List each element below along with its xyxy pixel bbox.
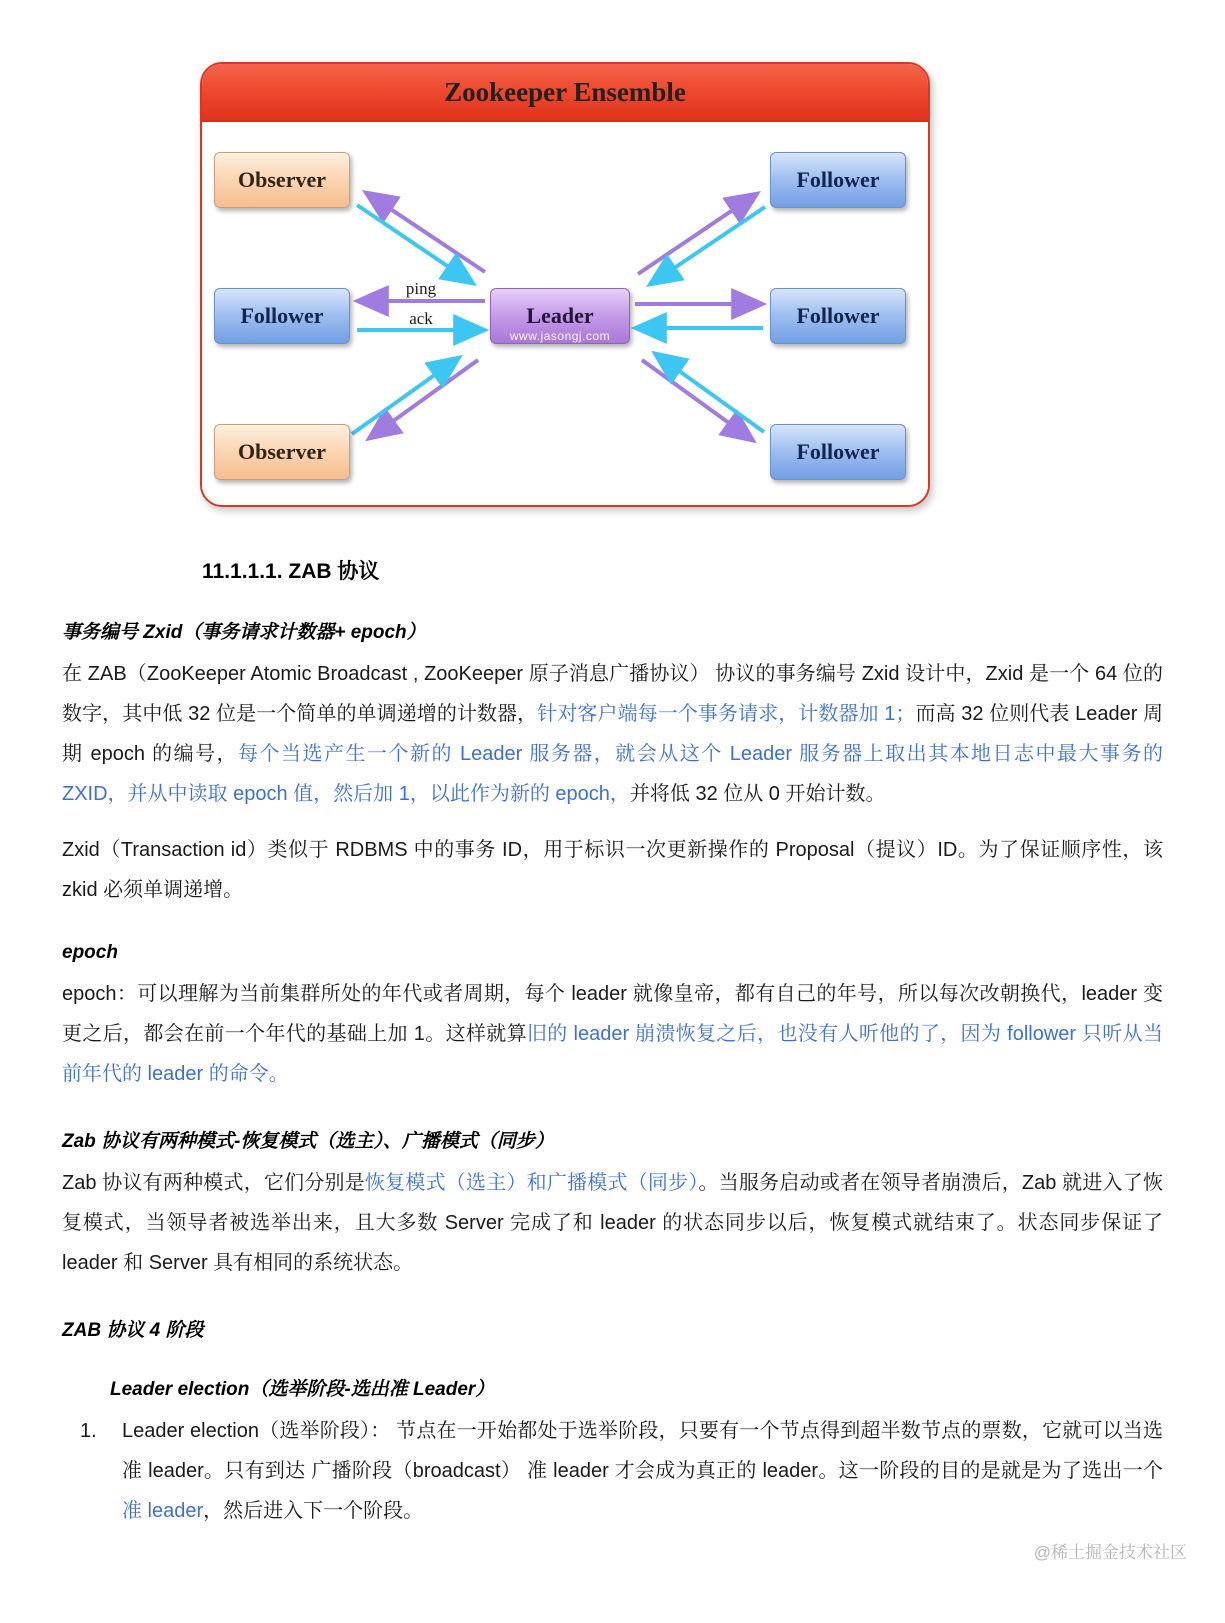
heading-modes: Zab 协议有两种模式-恢复模式（选主）、广播模式（同步） <box>62 1131 554 1152</box>
node-follower-top-right <box>770 152 906 208</box>
paragraph-transaction-id: Zxid（Transaction id）类似于 RDBMS 中的事务 ID，用于标识一次更新操作的 Proposal（提议）ID。为了保证顺序性，该 zkid 必须单调递增。 <box>62 839 1163 901</box>
text-segment: Leader election（选举阶段）： 节点在一开始都处于选举阶段，只要有一个节点得到超半数节点的票数，它就可以当选准 leader。只有到达 广播阶段（broadcast） 准 leader 才会成为真正的 leader。这一阶段的目的是就是为了选出一个 <box>122 1420 1163 1482</box>
ack-label: ack <box>409 309 433 328</box>
document-body <box>0 507 1225 1531</box>
node-label: Follower <box>796 167 880 192</box>
text-segment-blue: 恢复模式（选主）和广播模式（同步） <box>364 1172 699 1194</box>
node-follower-bottom-right <box>770 424 906 480</box>
text-segment: Zab 协议有两种模式，它们分别是 <box>62 1172 365 1194</box>
text-segment: 。当服务启动或者在领导者崩溃后，Zab 就进入了恢复模式，当领导者被选举出来，且大多数 Server 完成了和 leader 的状态同步以后，恢复模式就结束了。状态同步保证了 leader 和 Server 具有相同的系统状态。 <box>62 1172 1163 1274</box>
node-observer-top-left <box>214 152 350 208</box>
heading-leader-election: Leader election（选举阶段-选出准 Leader） <box>110 1379 495 1400</box>
heading-epoch: epoch <box>62 942 118 963</box>
arrow-leader-to-observer-top <box>368 194 485 272</box>
paragraph-epoch <box>62 974 1163 1094</box>
paragraph-zxid <box>62 654 1163 814</box>
node-follower-mid-right <box>770 288 906 344</box>
node-observer-bottom-left <box>214 424 350 480</box>
section-heading: 11.1.1.1. ZAB 协议 <box>202 560 380 583</box>
arrow-leader-to-follower-top-right <box>638 195 755 274</box>
node-label: Leader <box>526 303 594 328</box>
arrow-observer-top-to-leader <box>357 205 471 282</box>
diagram-header <box>202 64 928 122</box>
list-number: 1. <box>80 1420 97 1442</box>
node-leader <box>490 288 630 344</box>
text-segment-blue: 针对客户端每一个事务请求，计数器加 1； <box>537 703 916 725</box>
arrow-observer-bottom-to-leader <box>352 359 457 434</box>
text-segment-blue: 每个当选产生一个新的 Leader 服务器，就会从这个 Leader 服务器上取出其本地日志中最大事务的 ZXID，并从中读取 epoch 值，然后加 1，以此作为新的 epoch， <box>62 743 1163 805</box>
arrow-leader-to-follower-bottom-right <box>642 360 751 439</box>
text-segment: 而高 32 位则代表 Leader 周期 epoch 的编号， <box>62 703 1163 765</box>
node-label: Follower <box>240 303 324 328</box>
diagram-watermark: www.jasongj.com <box>509 329 611 343</box>
node-label: Follower <box>796 303 880 328</box>
node-label: Observer <box>238 167 326 192</box>
node-follower-mid-left <box>214 288 350 344</box>
ping-label: ping <box>405 279 437 298</box>
juejin-watermark: @稀土掘金技术社区 <box>1033 1543 1187 1562</box>
node-label: Follower <box>796 439 880 464</box>
arrow-leader-to-observer-bottom <box>371 360 478 437</box>
heading-zxid: 事务编号 Zxid（事务请求计数器+ epoch） <box>62 622 426 643</box>
list-item-leader-election <box>62 1411 1163 1531</box>
arrow-follower-bottom-right-to-leader <box>657 355 764 432</box>
text-segment: 并将低 32 位从 0 开始计数。 <box>629 783 886 805</box>
paragraph-modes <box>62 1163 1163 1283</box>
heading-zab-phases: ZAB 协议 4 阶段 <box>62 1320 204 1341</box>
node-label: Observer <box>238 439 326 464</box>
text-segment-blue: 准 leader <box>122 1500 204 1522</box>
text-segment: ，然后进入下一个阶段。 <box>203 1500 424 1522</box>
diagram-title: Zookeeper Ensemble <box>444 76 686 107</box>
text-segment: 在 ZAB（ZooKeeper Atomic Broadcast , ZooKeeper 原子消息广播协议） 协议的事务编号 Zxid 设计中，Zxid 是一个 64 位的数字，其中低 32 位是一个简单的单调递增的计数器， <box>62 663 1163 725</box>
list-text <box>122 1411 1163 1531</box>
zookeeper-ensemble-diagram <box>200 62 930 507</box>
diagram-body <box>202 122 928 507</box>
arrow-follower-top-right-to-leader <box>652 207 765 283</box>
text-segment: epoch：可以理解为当前集群所处的年代或者周期，每个 leader 就像皇帝，都有自己的年号，所以每次改朝换代，leader 变更之后，都会在前一个年代的基础上加 1。这样就算 <box>62 983 1163 1045</box>
text-segment-blue: 旧的 leader 崩溃恢复之后，也没有人听他的了，因为 follower 只听从当前年代的 leader 的命令。 <box>62 1023 1163 1085</box>
